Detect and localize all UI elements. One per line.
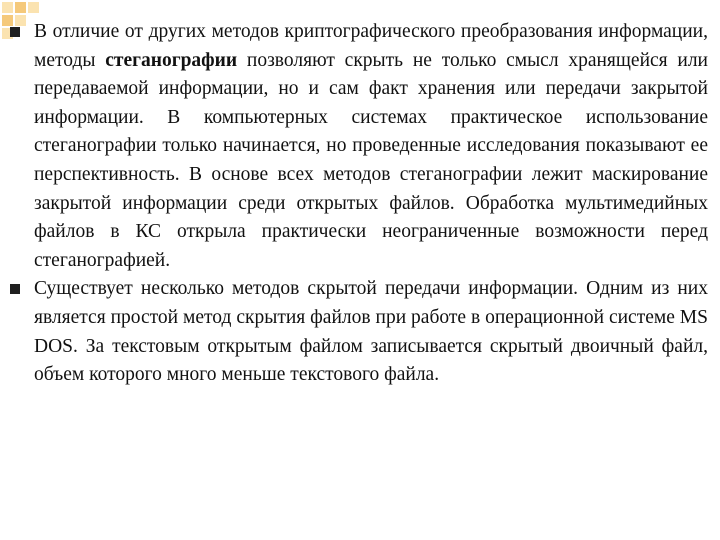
paragraph-text: В отличие от других методов криптографического преобразования информации, методы	[34, 21, 708, 71]
paragraph-text: позволяют скрыть не только смысл хранящейся или передаваемой информации, но и сам факт хранения или передачи закрытой информации. В компьютерных системах практическое использование стеганографии только начинается, но проведенные исследования показывают ее перспективность. В основе всех методов стеганографии лежит маскирование закрытой информации среди открытых файлов. Обработка мультимедийных файлов в КС открыла практически неограниченные возможности перед стеганографией.	[34, 49, 708, 271]
paragraph-text: Существует несколько методов скрытой передачи информации. Одним из них является простой метод скрытия файлов при работе в операционной системе MS DOS. За текстовым открытым файлом записывается скрытый двоичный файл, объем которого много меньше текстового файла.	[34, 278, 708, 386]
square-bullet-icon	[10, 27, 20, 37]
corner-square	[28, 2, 39, 13]
square-bullet-icon	[10, 284, 20, 294]
paragraph-hidden-transfer-methods	[8, 275, 708, 389]
paragraph-bold-term: стеганографии	[105, 49, 238, 71]
corner-square	[2, 2, 13, 13]
text-body	[8, 18, 708, 390]
corner-square	[15, 2, 26, 13]
paragraph-steganography-intro	[8, 18, 708, 275]
